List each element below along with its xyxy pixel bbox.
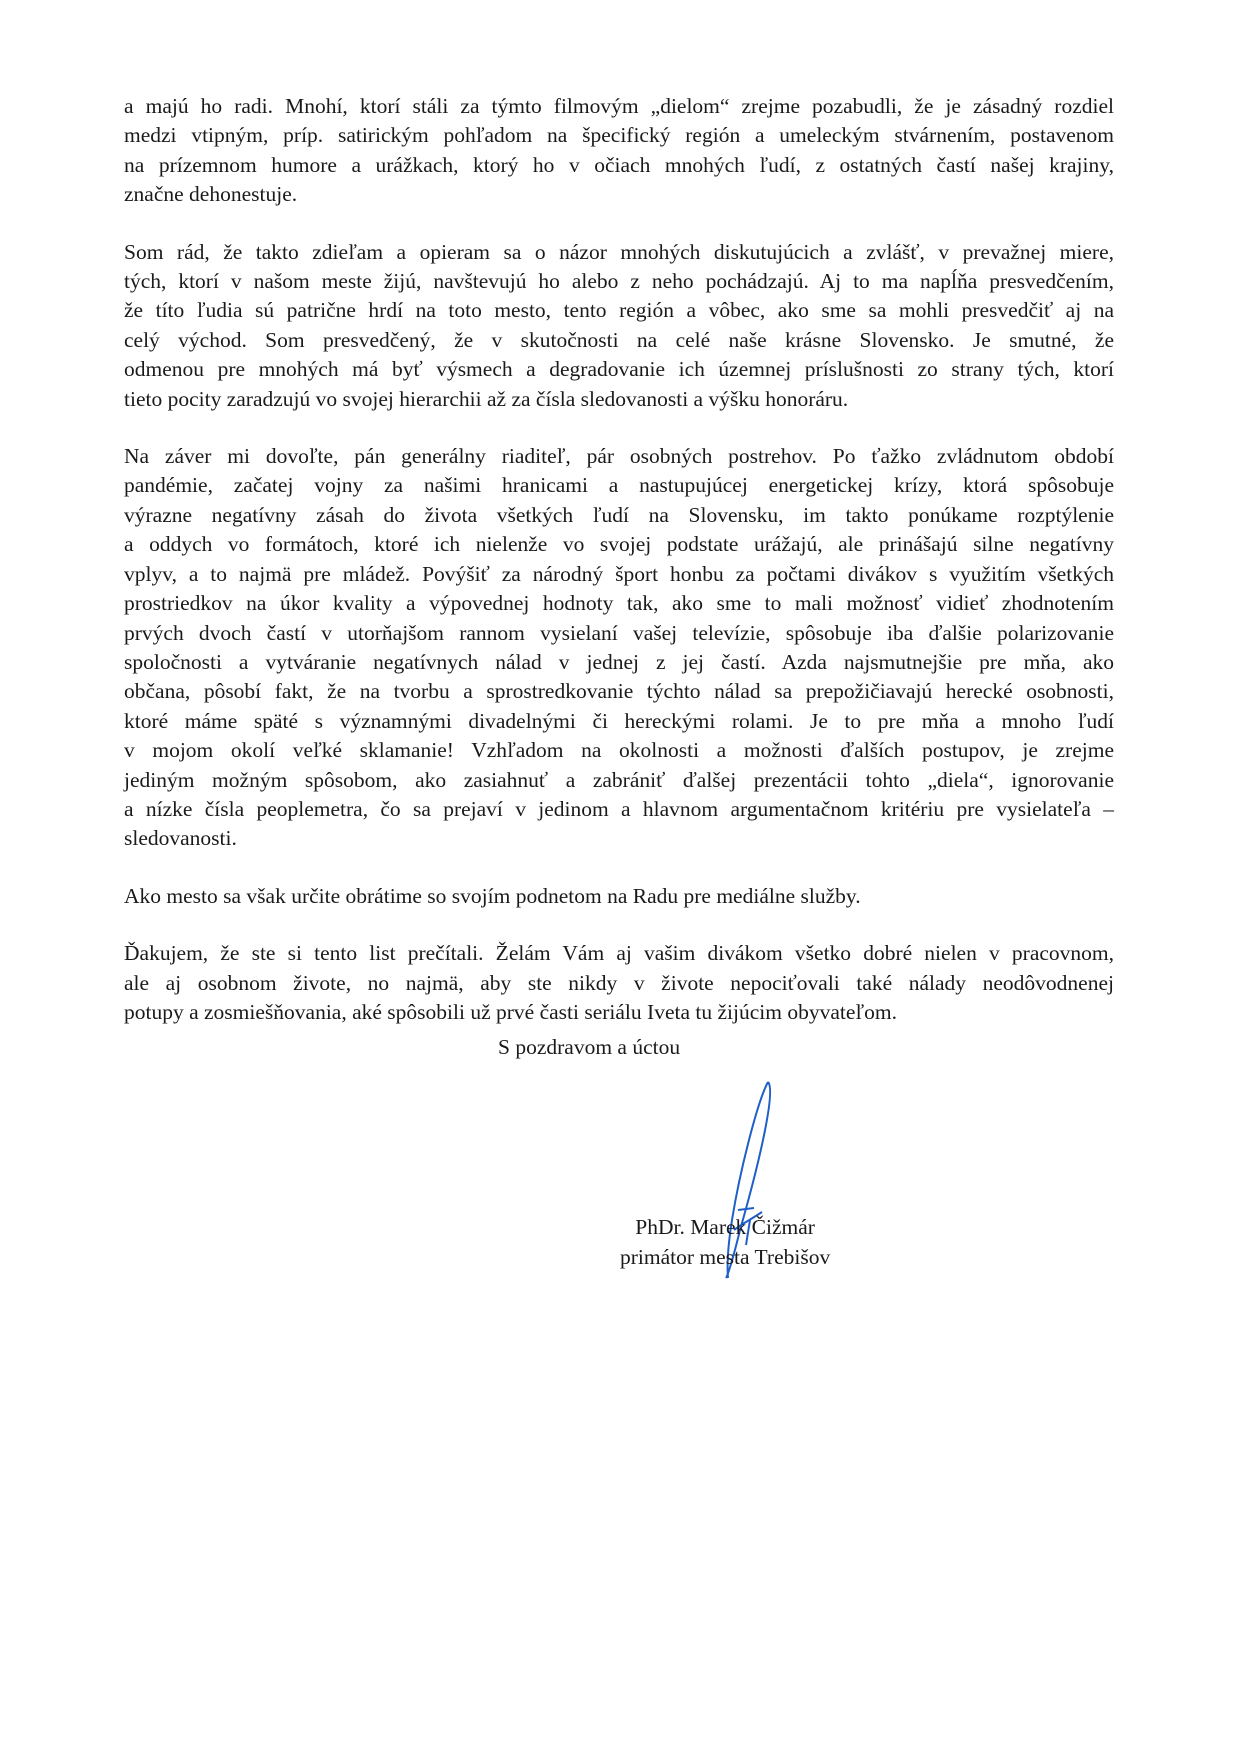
text-line: Som rád, že takto zdieľam a opieram sa o názor mnohých diskutujúcich a zvlášť, v prevažnej miere, <box>124 239 1114 264</box>
text-line: pandémie, začatej vojny za našimi hranicami a nastupujúcej energetickej krízy, ktorá spôsobuje <box>124 473 1114 498</box>
closing-salutation: S pozdravom a úctou <box>498 1035 681 1059</box>
text-line: a nízke čísla peoplemetra, čo sa prejaví v jedinom a hlavnom argumentačnom kritériu pre vysielateľa – <box>124 796 1114 821</box>
text-line: občana, pôsobí fakt, že na tvorbu a sprostredkovanie týchto nálad sa prepožičiavajú herecké osobnosti, <box>124 679 1114 704</box>
text-line: na prízemnom humore a urážkach, ktorý ho v očiach mnohých ľudí, z ostatných častí našej krajiny, <box>124 152 1114 177</box>
text-line: ktoré máme späté s významnými divadelnými či hereckými rolami. Je to pre mňa a mnoho ľudí <box>124 708 1114 733</box>
text-line: a oddych vo formátoch, ktoré ich nielenže vo svojej podstate urážajú, ale prinášajú silne negatívny <box>124 532 1114 557</box>
text-line: celý východ. Som presvedčený, že v skutočnosti na celé naše krásne Slovensko. Je smutné, že <box>124 327 1114 352</box>
signature-block <box>620 1212 830 1272</box>
signatory-name: PhDr. Marek Čižmár <box>635 1215 815 1239</box>
paragraph-1 <box>124 92 1114 210</box>
text-line: prostriedkov na úkor kvality a výpovednej hodnoty tak, ako sme to mali možnosť vidieť zhodnotením <box>124 591 1114 616</box>
text-line: ale aj osobnom živote, no najmä, aby ste nikdy v živote nepociťovali také nálady neodôvodnenej <box>124 970 1114 995</box>
signatory-title: primátor mesta Trebišov <box>620 1245 831 1269</box>
letter-body <box>124 92 1114 1055</box>
text-line: tieto pocity zaradzujú vo svojej hierarchii až za čísla sledovanosti a výšku honoráru. <box>124 386 849 411</box>
text-line: že títo ľudia sú patrične hrdí na toto mesto, tento región a vôbec, ako sme sa mohli presvedčiť aj na <box>124 298 1114 323</box>
text-line: odmenou pre mnohých má byť výsmech a degradovanie ich územnej príslušnosti zo strany tých, ktorí <box>124 357 1114 382</box>
text-line: potupy a zosmiešňovania, aké spôsobili už prvé časti seriálu Iveta tu žijúcim obyvateľom. <box>124 999 897 1024</box>
text-line: výrazne negatívny zásah do života všetkých ľudí na Slovensku, im takto ponúkame rozptýlenie <box>124 502 1114 527</box>
text-line: v mojom okolí veľké sklamanie! Vzhľadom na okolnosti a možnosti ďalších postupov, je zrejme <box>124 738 1114 763</box>
text-line: prvých dvoch častí v utorňajšom rannom vysielaní vašej televízie, spôsobuje iba ďalšie polarizovanie <box>124 620 1114 645</box>
text-line: Ďakujem, že ste si tento list prečítali. Želám Vám aj vašim divákom všetko dobré nielen v pracovnom, <box>124 941 1114 966</box>
paragraph-4 <box>124 882 1114 911</box>
text-line: tých, ktorí v našom meste žijú, navštevujú ho alebo z neho pochádzajú. Aj to ma napĺňa presvedčením, <box>124 269 1114 294</box>
text-line: Ako mesto sa však určite obrátime so svojím podnetom na Radu pre mediálne služby. <box>124 883 861 908</box>
text-line: vplyv, a to najmä pre mládež. Povýšiť za národný šport honbu za počtami divákov s využitím všetkých <box>124 561 1114 586</box>
text-line: značne dehonestuje. <box>124 182 298 207</box>
text-line: Na záver mi dovoľte, pán generálny riaditeľ, pár osobných postrehov. Po ťažko zvládnutom období <box>124 444 1114 469</box>
paragraph-5 <box>124 939 1114 1027</box>
text-line: spoločnosti a vytváranie negatívnych nálad v jednej z jej častí. Azda najsmutnejšie pre mňa, ako <box>124 649 1114 674</box>
text-line: a majú ho radi. Mnohí, ktorí stáli za týmto filmovým „dielom“ zrejme pozabudli, že je zásadný rozdiel <box>124 94 1114 118</box>
text-line: medzi vtipným, príp. satirickým pohľadom na špecifický región a umeleckým stvárnením, postavenom <box>124 123 1114 148</box>
paragraph-3 <box>124 442 1114 854</box>
text-line: sledovanosti. <box>124 826 237 851</box>
text-line: jediným možným spôsobom, ako zasiahnuť a zabrániť ďalšej prezentácii tohto „diela“, ignorovanie <box>124 767 1114 792</box>
paragraph-2 <box>124 238 1114 414</box>
